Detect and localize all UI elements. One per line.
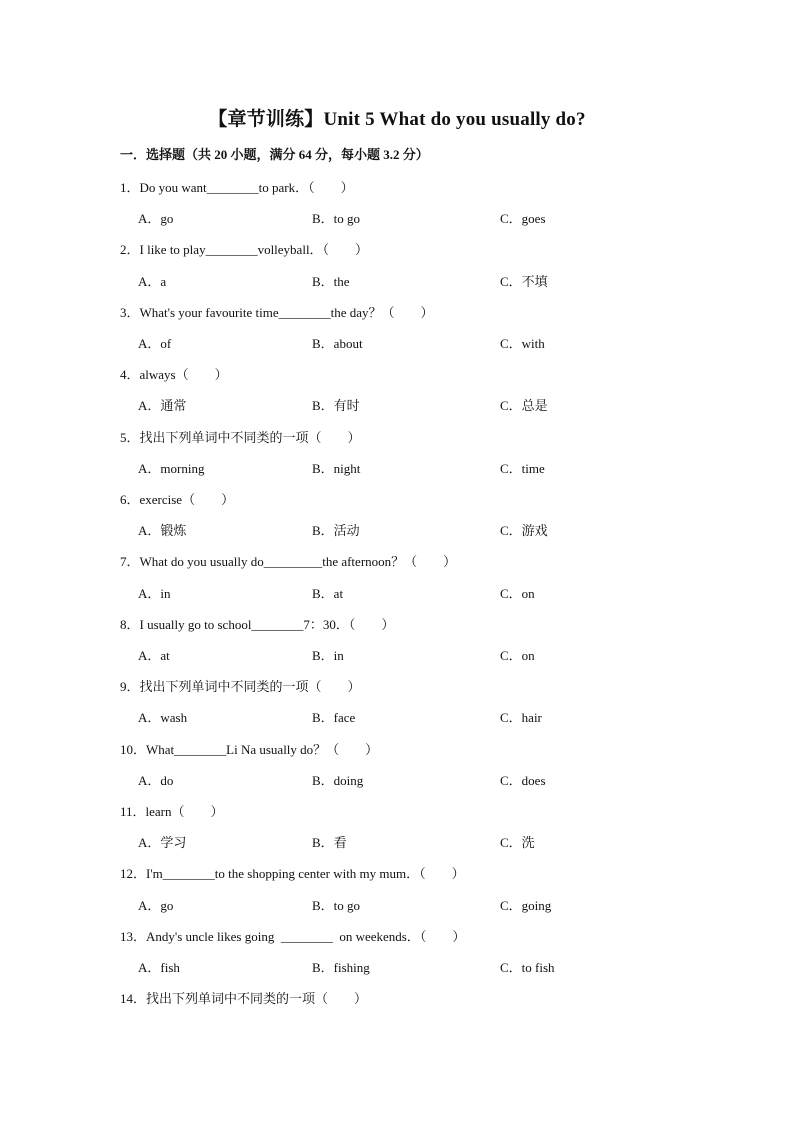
answer-option: B．to go: [312, 897, 361, 913]
answer-option: A．in: [138, 585, 171, 601]
answer-option: B．night: [312, 460, 361, 476]
answer-option: C．to fish: [500, 960, 555, 975]
answer-option: C．不填: [500, 273, 548, 289]
question-stem: 7．What do you usually do_________the afternoon？（ ）: [120, 554, 457, 570]
section-heading: 一．选择题（共 20 小题，满分 64 分，每小题 3.2 分）: [120, 147, 429, 162]
answer-option: C．with: [500, 336, 545, 351]
answer-option: A．go: [138, 897, 174, 913]
answer-option: B．the: [312, 273, 350, 289]
question-stem: 13．Andy's uncle likes going ________ on weekends．（ ）: [120, 928, 466, 944]
question-stem: 14．找出下列单词中不同类的一项（ ）: [120, 991, 368, 1007]
page-title: 【章节训练】Unit 5 What do you usually do?: [208, 109, 586, 130]
answer-option: A．go: [138, 211, 174, 227]
answer-option: B．to go: [312, 211, 361, 227]
answer-option: B．about: [312, 336, 363, 351]
answer-option: A．morning: [138, 460, 205, 476]
answer-option: C．on: [500, 648, 535, 663]
answer-option: A．锻炼: [138, 523, 187, 539]
answer-option: A．do: [138, 772, 174, 788]
answer-option: A．学习: [138, 835, 187, 851]
question-stem: 3．What's your favourite time________the day？（ ）: [120, 304, 434, 320]
question-stem: 2．I like to play________volleyball．（ ）: [120, 242, 369, 258]
answer-option: C．on: [500, 585, 535, 601]
question-stem: 9．找出下列单词中不同类的一项（ ）: [120, 679, 361, 695]
question-stem: 4．always（ ）: [120, 367, 228, 383]
answer-option: C．hair: [500, 710, 542, 726]
question-stem: 5．找出下列单词中不同类的一项（ ）: [120, 429, 361, 445]
answer-option: B．doing: [312, 772, 364, 788]
answer-option: A．a: [138, 273, 167, 289]
answer-option: C．goes: [500, 211, 546, 227]
answer-option: C．time: [500, 460, 545, 476]
answer-option: B．活动: [312, 523, 360, 539]
question-stem: 1．Do you want________to park．（ ）: [120, 180, 354, 195]
answer-option: A．wash: [138, 710, 188, 726]
answer-option: B．看: [312, 835, 347, 851]
question-stem: 6．exercise（ ）: [120, 492, 235, 507]
answer-option: B．有时: [312, 398, 360, 414]
question-stem: 8．I usually go to school________7：30．（ ）: [120, 616, 395, 632]
question-stem: 12．I'm________to the shopping center with my mum．（ ）: [120, 866, 465, 882]
question-stem: 11．learn（ ）: [120, 804, 224, 819]
answer-option: A．of: [138, 336, 172, 351]
answer-option: C．洗: [500, 835, 535, 851]
answer-option: C．going: [500, 897, 552, 913]
answer-option: A．通常: [138, 398, 187, 414]
answer-option: B．face: [312, 710, 356, 726]
answer-option: B．fishing: [312, 960, 370, 975]
answer-option: B．in: [312, 648, 344, 663]
answer-option: C．does: [500, 772, 546, 788]
answer-option: A．fish: [138, 960, 180, 975]
answer-option: B．at: [312, 585, 344, 601]
answer-option: C．游戏: [500, 523, 548, 539]
answer-option: C．总是: [500, 398, 548, 414]
question-stem: 10．What________Li Na usually do？（ ）: [120, 741, 379, 757]
answer-option: A．at: [138, 648, 170, 663]
